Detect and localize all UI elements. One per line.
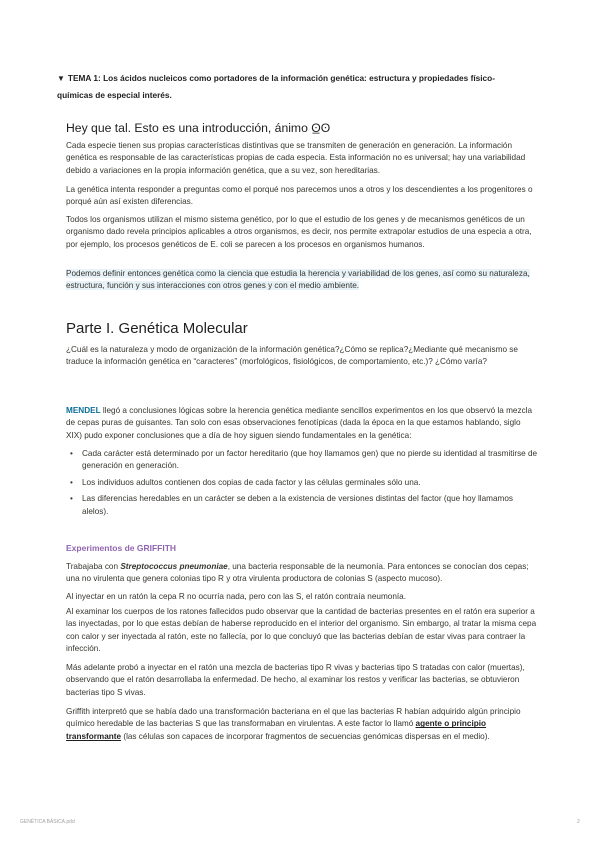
mendel-text: llegó a conclusiones lógicas sobre la herencia genética mediante sencillos experimentos en los que observó la mezcla de cepas puras de guisantes. Tan solo con esas observaciones fenotípicas (dada la época en la que estamos hablando, siglo XIX) pudo exponer conclusiones que a día de hoy siguen siendo fundamentales en la genética: xyxy=(66,406,533,440)
species-name: Streptococcus pneumoniae xyxy=(120,562,228,571)
part1-question: ¿Cuál es la naturaleza y modo de organización de la información genética?¿Cómo se replica?¿Mediante qué mecanismo se traduce la información genética en “caracteres” (morfológicos, fisiológicos, de comportamiento, etc.)? ¿Cómo varía? xyxy=(66,345,518,367)
griffith-paragraph-2: Al inyectar en un ratón la cepa R no ocurría nada, pero con las S, el ratón contraía neumonía. xyxy=(66,592,406,601)
griffith-paragraph-3: Al examinar los cuerpos de los ratones fallecidos pudo observar que la cantidad de bacterias presentes en el ratón era superior a las inyectadas, por lo que estas debían de haberse reproducido en el interior del organismo. Sin embargo, al tratar la misma cepa con calor y ser inyectada al ratón, este no fallecía, por lo que concluyó que las bacterias debían de estar vivas para contraer la infección. xyxy=(66,607,537,654)
transforming-principle-term: agente o principio transformante xyxy=(66,719,487,741)
footer-page-number: 2 xyxy=(577,819,580,825)
intro-paragraph-3: Todos los organismos utilizan el mismo sistema genético, por lo que el estudio de los genes y de mecanismos genéticos de un organismo dado revela principios aplicables a otros organismos, es decir, nos permite extrapolar estudios de una especia a otra, por ejemplo, los procesos genéticos de E. coli se parecen a los procesos en organismos humanos. xyxy=(66,215,532,249)
highlighted-definition: Podemos definir entonces genética como la ciencia que estudia la herencia y variabilidad de los genes, así como su naturaleza, estructura, función y sus interacciones con otros genes y con el medio ambiente. xyxy=(66,269,530,291)
toggle-title-text: TEMA 1: Los ácidos nucleicos como portadores de la información genética: estructura y propiedades físico-químicas de especial interés. xyxy=(57,73,496,100)
intro-paragraph-1: Cada especie tienen sus propias características distintivas que se transmiten de generación en generación. La información genética es responsable de las características propias de cada especia. Esta información no es universal; hay una variabilidad debido a variaciones en la propia información genética, que a su vez, son hereditarias. xyxy=(66,141,526,175)
toggle-heading[interactable] xyxy=(57,70,527,103)
griffith-paragraph-4: Más adelante probó a inyectar en el ratón una mezcla de bacterias tipo R vivas y bacterias tipo S tratadas con calor (muertas), observando que el ratón desarrollaba la enfermedad. De hecho, al examinar los restos y verificar las bacterias, se obtuvieron bacterias tipo S vivas. xyxy=(66,663,525,697)
bullet-icon: • xyxy=(70,449,73,458)
list-item: • Las diferencias heredables en un carácter se deben a la existencia de versiones distintas del factor (que hoy llamamos alelos). xyxy=(70,494,513,516)
list-item: • Cada carácter está determinado por un factor hereditario (que hoy llamamos gen) que no pierde su identidad al trasmitirse de generación en generación. xyxy=(70,449,538,471)
mendel-name: MENDEL xyxy=(66,406,101,415)
footer-document-name: GENÉTICA BÁSICA.pdd xyxy=(20,819,75,825)
intro-paragraph-4 xyxy=(66,268,538,293)
triangle-down-icon[interactable]: ▼ xyxy=(57,74,65,83)
mendel-bullet-list xyxy=(66,448,538,518)
intro-heading: Hey que tal. Esto es una introducción, ánimo ʘ̲ʘ xyxy=(66,121,331,135)
bullet-icon: • xyxy=(70,494,73,504)
griffith-heading: Experimentos de GRIFFITH xyxy=(66,543,177,553)
mendel-paragraph xyxy=(66,405,538,442)
bullet-icon: • xyxy=(70,477,73,487)
griffith-paragraph-1: Trabajaba con Streptococcus pneumoniae, una bacteria responsable de la neumonía. Para entonces se conocían dos cepas; una no virulenta que genera colonias tipo R y otra virulenta productora de colonias S (aspecto mucoso). xyxy=(66,562,529,584)
list-item: • Los individuos adultos contienen dos copias de cada factor y las células germinales sólo una. xyxy=(66,477,538,489)
part1-heading: Parte I. Genética Molecular xyxy=(66,320,248,337)
intro-paragraph-2: La genética intenta responder a preguntas como el porqué nos parecemos unos a otros y los descendientes a los progenitores o porqué aún así existen diferencias. xyxy=(66,185,533,207)
griffith-paragraph-5: Griffith interpretó que se había dado una transformación bacteriana en el que las bacterias R habían adquirido algún principio químico heredable de las bacterias S que las transformaban en virulentas. A este factor lo llamó agente o principio transformante (las células son capaces de incorporar fragmentos de secuencias genómicas dispersas en el medio). xyxy=(66,707,521,741)
